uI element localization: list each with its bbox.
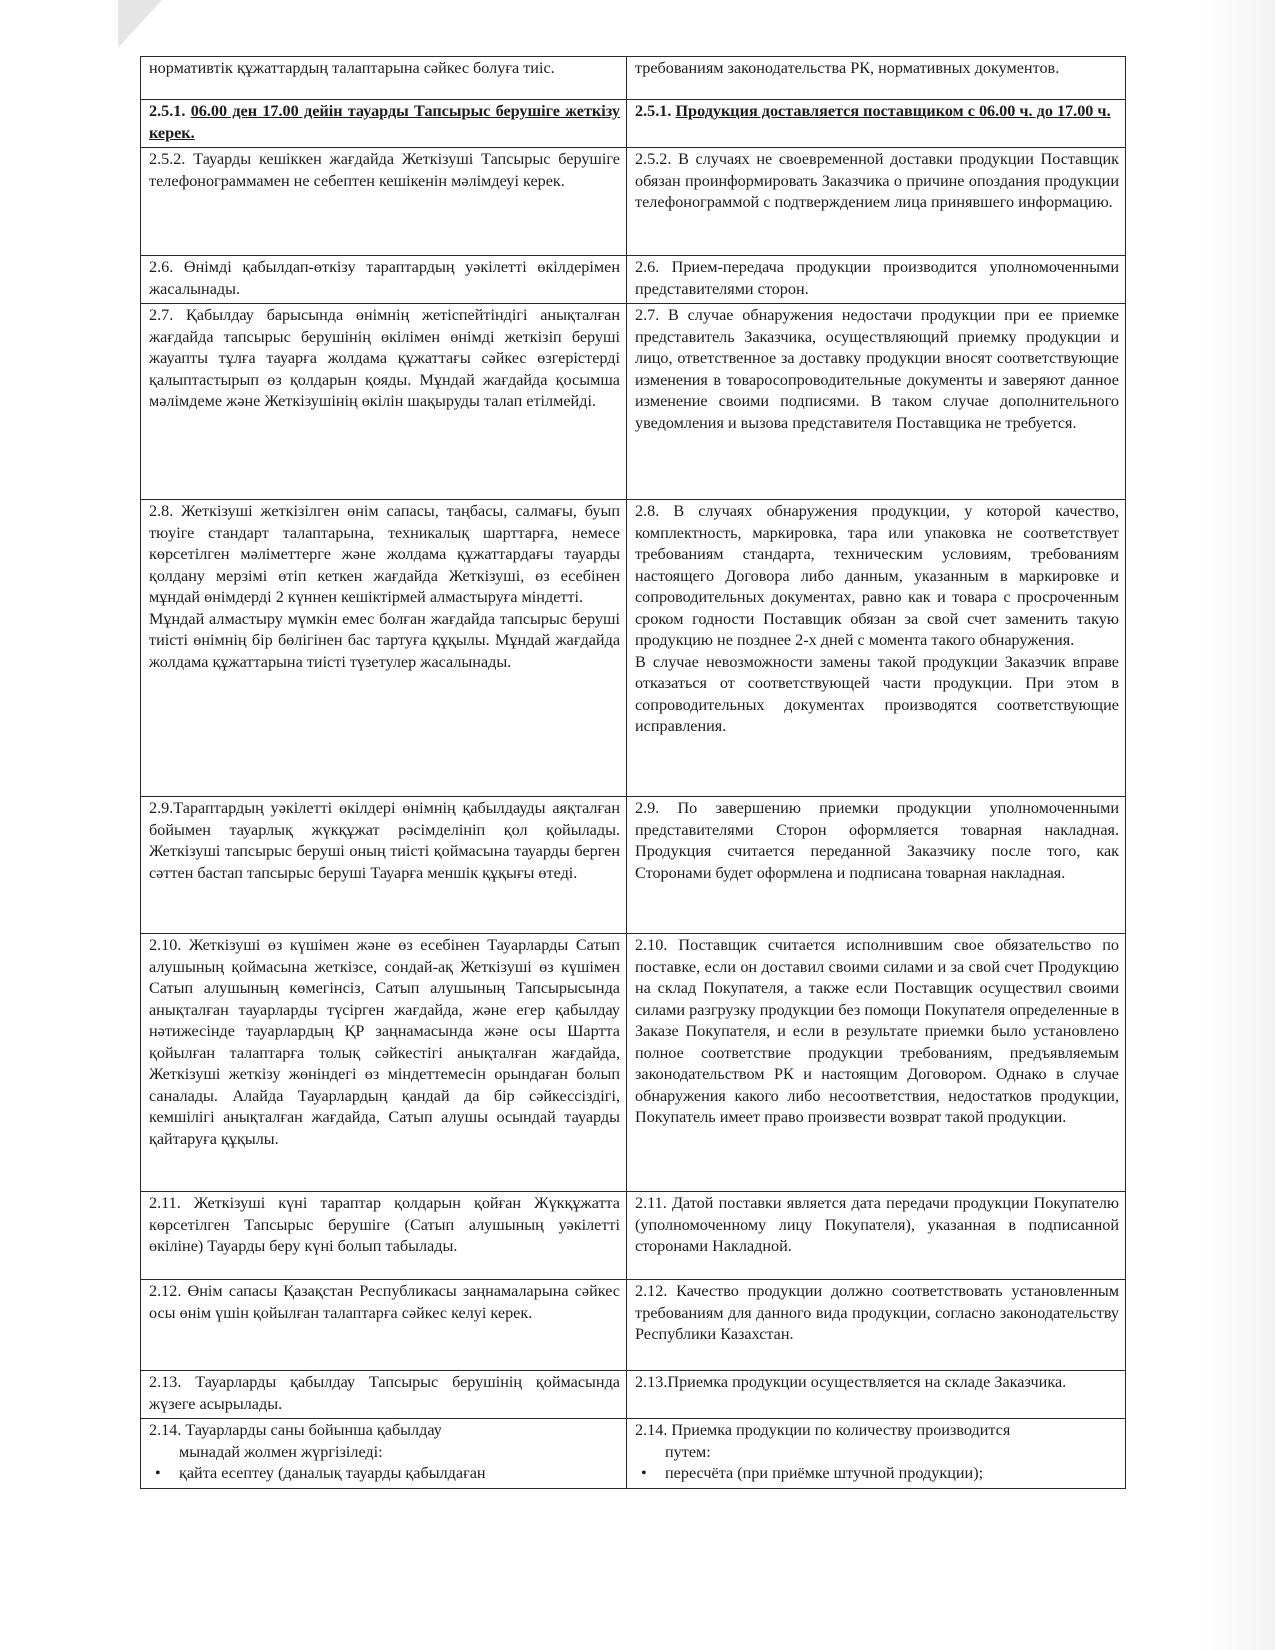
kz-paragraph: Мұндай алмастыру мүмкін емес болған жағдайда тапсырыс беруші тиісті өнімнің бір бөлігінен бас тартуға құқылы. Мұндай жағдайда жолдама құжаттарына тиісті түзетулер жасалынады. xyxy=(149,609,620,671)
kz-paragraph: 2.8. Жеткізуші жеткізілген өнім сапасы, таңбасы, салмағы, буып тюуіге стандарт талаптарына, техникалық шарттарға, немесе көрсетілген мәліметтерге және жолдама құжаттардағы тауарды қолдану мерзімі өтіп кеткен жағдайда Жеткізуші, өз есебінен мұндай өнімдерді 2 күннен кешіктірмей алмастыруға міндетті. xyxy=(149,502,620,606)
kz-text: 2.10. Жеткізуші өз күшімен және өз есебінен Тауарларды Сатып алушының қоймасына жеткізсе, сондай-ақ Жеткізуші өз күшімен Сатып алушының көмегінсіз, Сатып алушының Тапсырысында анықталған тауарларды түсірген жағдайда, және егер қабылдау нәтижесінде тауарлардың ҚР заңнамасында және осы Шартта қойылған талаптарға толық сәйкестігі анықталған жағдайда, Жеткізуші жеткізу жөніндегі өз міндеттемесін орындаған болып саналады. Алайда Тауарлардың қандай да бір сәйкессіздігі, кемшілігі анықталған жағдайда, Сатып алушы осындай тауарды қайтаруға құқылы. xyxy=(149,936,620,1148)
table-row xyxy=(141,256,1126,304)
ru-text: Продукция доставляется поставщиком с 06.00 ч. до 17.00 ч. xyxy=(675,102,1111,120)
contract-table xyxy=(140,56,1126,1489)
table-row xyxy=(141,57,1126,100)
table-row xyxy=(141,500,1126,797)
kz-cell xyxy=(141,148,627,256)
kz-text: 2.9.Тараптардың уәкілетті өкілдері өнімнің қабылдауды аяқталған бойымен тауарлық жүкқұжат рәсімделініп қол қойылады. Жеткізуші тапсырыс беруші оның тиісті қоймасына тауарды берген сәттен бастап тапсырыс беруші Тауарға меншік құқығы өтеді. xyxy=(149,799,620,882)
kz-cell xyxy=(141,934,627,1192)
table-row xyxy=(141,1371,1126,1419)
kz-cell xyxy=(141,256,627,304)
page-fold-corner xyxy=(118,0,162,48)
ru-cell xyxy=(627,797,1126,934)
kz-paragraph: мынадай жолмен жүргізіледі: xyxy=(179,1442,383,1461)
table-row xyxy=(141,1419,1126,1489)
ru-cell xyxy=(627,100,1126,148)
ru-text: 2.12. Качество продукции должно соответствовать установленным требованиям для данного вида продукции, согласно законодательству Республики Казахстан. xyxy=(635,1282,1119,1343)
table-row xyxy=(141,1280,1126,1371)
ru-cell xyxy=(627,1371,1126,1419)
kz-text: нормативтік құжаттардың талаптарына сәйкес болуға тиіс. xyxy=(149,59,555,77)
kz-cell xyxy=(141,57,627,100)
kz-cell xyxy=(141,1419,627,1489)
kz-text: 2.12. Өнім сапасы Қазақстан Республикасы заңнамаларына сәйкес осы өнім үшін қойылған талаптарға сәйкес келуі керек. xyxy=(149,1282,620,1322)
ru-text: 2.9. По завершению приемки продукции уполномоченными представителями Сторон оформляется товарная накладная. Продукция считается переданной Заказчику после того, как Сторонами будет оформлена и подписана товарная накладная. xyxy=(635,799,1119,882)
kz-paragraph: 2.14. Тауарларды саны бойынша қабылдау xyxy=(149,1421,442,1439)
kz-cell xyxy=(141,304,627,500)
ru-cell xyxy=(627,57,1126,100)
table-row xyxy=(141,797,1126,934)
table-row xyxy=(141,1192,1126,1280)
ru-text: 2.6. Прием-передача продукции производится уполномоченными представителями сторон. xyxy=(635,258,1119,298)
ru-paragraph: 2.14. Приемка продукции по количеству производится xyxy=(635,1421,1011,1439)
ru-text: 2.10. Поставщик считается исполнившим свое обязательство по поставке, если он доставил своими силами и за свой счет Продукцию на склад Покупателя, а также если Поставщик осуществил своими силами разгрузку продукции без помощи Покупателя определенные в Заказе Покупателя, и если в результате приемки было установлено полное соответствие продукции требованиям, предъявляемым законодательством РК и настоящим Договором. Однако в случае обнаружения какого либо несоответствия, недостатков продукции, Покупатель имеет право произвести возврат такой продукции. xyxy=(635,936,1119,1126)
kz-cell xyxy=(141,500,627,797)
clause-number: 2.5.1. xyxy=(149,102,186,120)
ru-cell xyxy=(627,1192,1126,1280)
ru-bullet-item: • пересчёта (при приёмке штучной продукции); xyxy=(635,1463,1119,1485)
ru-paragraph: В случае невозможности замены такой продукции Заказчик вправе отказаться от соответствующей части продукции. При этом в сопроводительных документах производятся соответствующие исправления. xyxy=(635,652,1119,735)
table-row xyxy=(141,304,1126,500)
table-row xyxy=(141,100,1126,148)
ru-text: 2.7. В случае обнаружения недостачи продукции при ее приемке представитель Заказчика, осуществляющий приемку продукции и лицо, ответственное за доставку продукции вносят соответствующие изменения в товаросопроводительные документы и заверяют данное изменение своими подписями. В таком случае дополнительного уведомления и вызова представителя Поставщика не требуется. xyxy=(635,306,1119,432)
kz-cell xyxy=(141,797,627,934)
ru-text: 2.13.Приемка продукции осуществляется на складе Заказчика. xyxy=(635,1373,1067,1391)
kz-cell xyxy=(141,100,627,148)
kz-text: 06.00 ден 17.00 дейін тауарды Тапсырыс берушіге жеткізу керек. xyxy=(149,102,620,142)
kz-cell xyxy=(141,1192,627,1280)
clause-number: 2.5.1. xyxy=(635,102,672,120)
ru-cell xyxy=(627,500,1126,797)
ru-cell xyxy=(627,256,1126,304)
kz-bullet-item: • қайта есептеу (даналық тауарды қабылдаған xyxy=(149,1463,620,1485)
kz-text: 2.6. Өнімді қабылдап-өткізу тараптардың уәкілетті өкілдерімен жасалынады. xyxy=(149,258,620,298)
ru-text: 2.11. Датой поставки является дата передачи продукции Покупателю (уполномоченному лицу Покупателя), указанная в подписанной сторонами Накладной. xyxy=(635,1194,1119,1255)
ru-cell xyxy=(627,1419,1126,1489)
ru-text: 2.5.2. В случаях не своевременной доставки продукции Поставщик обязан проинформировать Заказчика о причине опоздания продукции телефонограммой с подтверждением лица принявшего информацию. xyxy=(635,150,1119,211)
kz-text: 2.11. Жеткізуші күні тараптар қолдарын қойған Жүкқұжатта көрсетілген Тапсырыс берушіге (Сатып алушының уәкілетті өкіліне) Тауарды беру күні болып табылады. xyxy=(149,1194,620,1255)
ru-cell xyxy=(627,304,1126,500)
ru-cell xyxy=(627,148,1126,256)
ru-paragraph: путем: xyxy=(665,1442,711,1461)
ru-cell xyxy=(627,1280,1126,1371)
kz-cell xyxy=(141,1280,627,1371)
kz-text: 2.5.2. Тауарды кешіккен жағдайда Жеткізуші Тапсырыс берушіге телефонограммамен не себептен кешікенін мәлімдеуі керек. xyxy=(149,150,620,190)
kz-cell xyxy=(141,1371,627,1419)
ru-cell xyxy=(627,934,1126,1192)
ru-text: требованиям законодательства РК, нормативных документов. xyxy=(635,59,1060,77)
table-row xyxy=(141,148,1126,256)
ru-paragraph: 2.8. В случаях обнаружения продукции, у которой качество, комплектность, маркировка, тара или упаковка не соответствует требованиям стандарта, техническим условиям, требованиям настоящего Договора либо данным, указанным в маркировке и сопроводительных документах, равно как и товара с просроченным сроком годности Поставщик обязан за свой счет заменить такую продукцию не позднее 2-х дней с момента такого обнаружения. xyxy=(635,502,1119,649)
kz-text: 2.7. Қабылдау барысында өнімнің жетіспейтіндігі анықталған жағдайда тапсырыс берушінің өкілімен өнімді жеткізіп беруші жауапты тұлға тауарға жолдама құжаттағы сәйкес өзгерістерді қалыптастырып өз қолдарын қояды. Мұндай жағдайда қосымша мәлімдеме және Жеткізушінің өкілін шақыруды талап етілмейді. xyxy=(149,306,620,410)
table-row xyxy=(141,934,1126,1192)
kz-text: 2.13. Тауарларды қабылдау Тапсырыс берушінің қоймасында жүзеге асырылады. xyxy=(149,1373,620,1413)
page-edge-shadow xyxy=(1200,0,1275,1650)
